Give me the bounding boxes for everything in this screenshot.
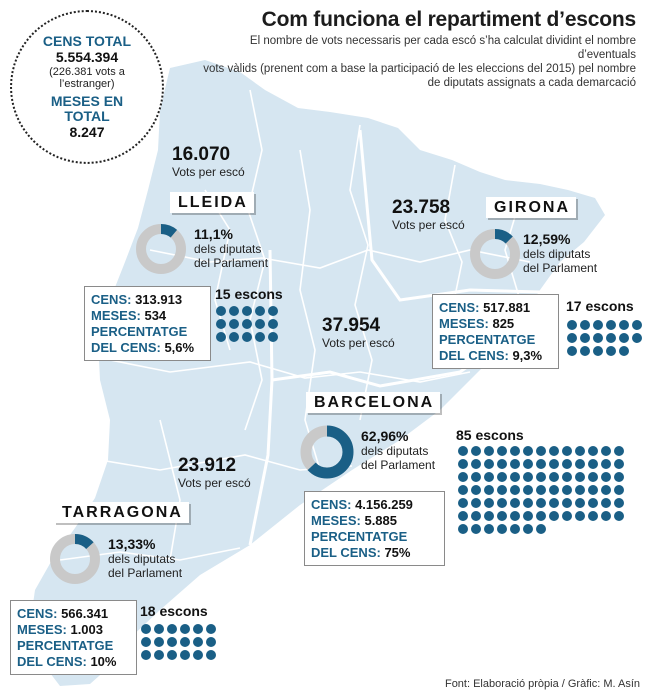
seat-dot xyxy=(268,306,278,316)
seat-dot xyxy=(471,446,481,456)
seat-dot xyxy=(523,511,533,521)
seat-dot xyxy=(206,637,216,647)
region-label-lleida: LLEIDA xyxy=(170,192,254,213)
seat-dot xyxy=(601,485,611,495)
seat-dot xyxy=(562,511,572,521)
totals-circle xyxy=(10,10,164,164)
votes-value: 23.758 xyxy=(392,197,451,218)
seat-dot xyxy=(484,498,494,508)
seat-dot xyxy=(536,485,546,495)
seat-dot xyxy=(180,650,190,660)
donut-barcelona xyxy=(298,423,356,481)
seat-dot xyxy=(216,332,226,342)
seat-dot xyxy=(632,333,642,343)
region-label-girona: GIRONA xyxy=(486,197,576,218)
seat-dot xyxy=(567,333,577,343)
seat-dot xyxy=(575,511,585,521)
seat-dot xyxy=(523,498,533,508)
seat-dot xyxy=(614,485,624,495)
seat-dot xyxy=(268,332,278,342)
seat-dot xyxy=(575,498,585,508)
share-label-1: dels diputats xyxy=(523,247,591,261)
cens-value: 517.881 xyxy=(483,300,531,315)
seat-dot xyxy=(601,511,611,521)
seat-dot xyxy=(497,498,507,508)
share-label-1: dels diputats xyxy=(194,242,262,256)
seat-dot xyxy=(206,650,216,660)
pct-cens-value: 10% xyxy=(90,654,117,669)
share-pct: 12,59% xyxy=(523,231,571,247)
meses-total-label: MESES EN TOTAL xyxy=(50,93,124,124)
seat-dot xyxy=(580,346,590,356)
tarragona-share xyxy=(108,536,182,580)
seat-dot xyxy=(614,498,624,508)
seat-dot xyxy=(601,446,611,456)
region-label-tarragona: TARRAGONA xyxy=(54,502,189,523)
seat-dot xyxy=(510,511,520,521)
subtitle-line: El nombre de vots necessaris per cada escó s’ha calculat dividint el nombre d’eventuals xyxy=(249,35,636,61)
meses-value: 825 xyxy=(492,316,515,331)
seat-dot xyxy=(632,320,642,330)
seat-dot xyxy=(562,459,572,469)
seat-dot xyxy=(242,319,252,329)
barcelona-votes xyxy=(178,456,251,490)
seat-dot xyxy=(141,637,151,647)
seat-dot xyxy=(601,498,611,508)
seat-dot xyxy=(606,346,616,356)
seat-dot xyxy=(193,624,203,634)
share-label-2: del Parlament xyxy=(194,256,269,270)
meses-key: MESES: xyxy=(91,308,141,323)
central-votes xyxy=(322,316,395,350)
seat-dot xyxy=(580,320,590,330)
votes-label: Vots per escó xyxy=(178,476,251,490)
subtitle xyxy=(190,34,636,90)
seat-dot xyxy=(510,498,520,508)
seat-dot xyxy=(580,333,590,343)
stats-box-girona xyxy=(432,294,559,369)
seat-dot xyxy=(458,472,468,482)
seat-dot xyxy=(619,320,629,330)
del-cens-key: DEL CENS: xyxy=(311,545,381,560)
seat-dot xyxy=(471,472,481,482)
meses-value: 1.003 xyxy=(70,622,104,637)
seat-dot xyxy=(484,524,494,534)
cens-key: CENS: xyxy=(311,497,352,512)
seat-dot xyxy=(471,524,481,534)
seat-dot xyxy=(458,524,468,534)
meses-key: MESES: xyxy=(17,622,67,637)
donut-rest xyxy=(141,229,181,269)
percentatge-key: PERCENTATGE xyxy=(17,638,114,653)
share-label-1: dels diputats xyxy=(108,552,176,566)
seat-dot xyxy=(588,459,598,469)
votes-label: Vots per escó xyxy=(322,336,395,350)
seat-dot xyxy=(255,319,265,329)
seat-dot xyxy=(216,319,226,329)
seat-dot xyxy=(484,485,494,495)
votes-value: 37.954 xyxy=(322,315,381,336)
seat-dot xyxy=(458,485,468,495)
seat-dot xyxy=(601,472,611,482)
seat-dot xyxy=(567,346,577,356)
meses-value: 5.885 xyxy=(364,513,398,528)
seat-dot xyxy=(593,346,603,356)
seat-dot xyxy=(484,511,494,521)
seat-dot xyxy=(484,459,494,469)
donut-girona xyxy=(468,227,522,281)
seat-dot xyxy=(229,319,239,329)
seat-dot xyxy=(549,498,559,508)
seat-dot xyxy=(471,459,481,469)
seat-dot xyxy=(193,637,203,647)
seat-dot xyxy=(154,624,164,634)
meses-key: MESES: xyxy=(311,513,361,528)
votes-label: Vots per escó xyxy=(392,218,465,232)
seats-label-barcelona: 85 escons xyxy=(456,427,524,443)
girona-votes xyxy=(392,198,465,232)
seat-dot xyxy=(141,624,151,634)
stats-box-tarragona xyxy=(10,600,137,675)
seat-dot xyxy=(167,650,177,660)
subtitle-line: vots vàlids (prenent com a base la participació de les eleccions del 2015) pel nombre xyxy=(203,63,636,75)
seat-dot xyxy=(497,446,507,456)
subtitle-line: de diputats assignats a cada demarcació xyxy=(427,77,636,89)
seat-dot xyxy=(167,637,177,647)
seat-dot xyxy=(242,306,252,316)
seat-dot xyxy=(180,637,190,647)
seat-dot xyxy=(523,485,533,495)
seat-dot xyxy=(562,498,572,508)
seat-dot xyxy=(523,446,533,456)
cens-key: CENS: xyxy=(17,606,58,621)
seat-dot xyxy=(575,485,585,495)
seat-dot xyxy=(593,333,603,343)
seat-dot xyxy=(575,459,585,469)
share-label-1: dels diputats xyxy=(361,444,429,458)
seat-dot xyxy=(523,524,533,534)
percentatge-key: PERCENTATGE xyxy=(439,332,536,347)
seat-dot xyxy=(588,446,598,456)
del-cens-key: DEL CENS: xyxy=(439,348,509,363)
cens-total-label: CENS TOTAL xyxy=(42,33,132,49)
seat-dot xyxy=(614,446,624,456)
seat-dot xyxy=(206,624,216,634)
seat-dot xyxy=(180,624,190,634)
seat-dot xyxy=(549,459,559,469)
donut-lleida xyxy=(134,222,188,276)
cens-total-value: 5.554.394 xyxy=(55,49,119,65)
page-title: Com funciona el repartiment d’escons xyxy=(261,8,636,31)
region-label-barcelona: BARCELONA xyxy=(306,392,440,413)
seat-dot xyxy=(497,472,507,482)
seat-dot xyxy=(484,446,494,456)
seat-dot xyxy=(536,472,546,482)
seat-dot xyxy=(510,485,520,495)
seat-dot xyxy=(216,306,226,316)
barcelona-share xyxy=(361,428,435,472)
seat-dot xyxy=(497,511,507,521)
seat-dot xyxy=(458,446,468,456)
seat-dot xyxy=(549,485,559,495)
meses-value: 534 xyxy=(144,308,167,323)
share-pct: 11,1% xyxy=(194,226,233,242)
seat-dot xyxy=(536,524,546,534)
seats-label-tarragona: 18 escons xyxy=(140,603,208,619)
abroad-votes: (226.381 vots a l’estranger) xyxy=(49,66,125,90)
seat-dot xyxy=(510,524,520,534)
stats-box-lleida xyxy=(84,286,211,361)
seat-dot xyxy=(549,446,559,456)
cens-value: 313.913 xyxy=(135,292,183,307)
seat-dot xyxy=(255,332,265,342)
seat-dot xyxy=(562,472,572,482)
share-pct: 13,33% xyxy=(108,536,156,552)
seat-dot xyxy=(458,498,468,508)
seat-dot xyxy=(606,320,616,330)
seat-dot xyxy=(471,485,481,495)
seat-dot xyxy=(471,511,481,521)
lleida-share xyxy=(194,226,268,270)
seat-dot xyxy=(588,485,598,495)
seats-label-girona: 17 escons xyxy=(566,298,634,314)
donut-tarragona xyxy=(48,532,102,586)
seat-dot xyxy=(588,498,598,508)
cens-value: 4.156.259 xyxy=(355,497,413,512)
seat-dot xyxy=(601,459,611,469)
share-label-2: del Parlament xyxy=(361,458,436,472)
del-cens-key: DEL CENS: xyxy=(91,340,161,355)
seat-dot xyxy=(154,637,164,647)
seat-dot xyxy=(510,472,520,482)
seat-dot xyxy=(606,333,616,343)
seat-dot xyxy=(575,472,585,482)
seat-dot xyxy=(588,472,598,482)
share-label-2: del Parlament xyxy=(108,566,183,580)
seat-dot xyxy=(141,650,151,660)
seat-dot xyxy=(614,511,624,521)
seat-dot xyxy=(484,472,494,482)
seat-dot xyxy=(614,459,624,469)
seat-dot xyxy=(167,624,177,634)
lleida-votes xyxy=(172,145,245,179)
seat-dot xyxy=(458,459,468,469)
pct-cens-value: 5,6% xyxy=(164,340,195,355)
meses-key: MESES: xyxy=(439,316,489,331)
seat-dot xyxy=(242,332,252,342)
seat-dot xyxy=(268,319,278,329)
seat-dot xyxy=(229,332,239,342)
seat-dot xyxy=(549,472,559,482)
cens-key: CENS: xyxy=(91,292,132,307)
seat-dot xyxy=(619,333,629,343)
seat-dot xyxy=(562,485,572,495)
seat-dot xyxy=(536,498,546,508)
seat-dot xyxy=(536,511,546,521)
del-cens-key: DEL CENS: xyxy=(17,654,87,669)
pct-cens-value: 75% xyxy=(384,545,411,560)
votes-value: 16.070 xyxy=(172,144,231,165)
cens-key: CENS: xyxy=(439,300,480,315)
cens-value: 566.341 xyxy=(61,606,109,621)
percentatge-key: PERCENTATGE xyxy=(311,529,408,544)
seat-dot xyxy=(536,446,546,456)
seat-dot xyxy=(523,459,533,469)
share-pct: 62,96% xyxy=(361,428,409,444)
seat-dot xyxy=(523,472,533,482)
seat-dot xyxy=(229,306,239,316)
seat-dot xyxy=(575,446,585,456)
share-label-2: del Parlament xyxy=(523,261,598,275)
seat-dot xyxy=(510,446,520,456)
seat-dot xyxy=(562,446,572,456)
source-credit: Font: Elaboració pròpia / Gràfic: M. Asín xyxy=(444,678,640,690)
seat-dot xyxy=(549,511,559,521)
seat-dot xyxy=(154,650,164,660)
seat-dot xyxy=(255,306,265,316)
seat-dot xyxy=(510,459,520,469)
seat-dot xyxy=(588,511,598,521)
seat-dot xyxy=(593,320,603,330)
pct-cens-value: 9,3% xyxy=(512,348,543,363)
meses-total-value: 8.247 xyxy=(69,124,105,140)
percentatge-key: PERCENTATGE xyxy=(91,324,188,339)
votes-value: 23.912 xyxy=(178,455,237,476)
seat-dot xyxy=(497,524,507,534)
girona-share xyxy=(523,231,597,275)
seat-dot xyxy=(614,472,624,482)
stats-box-barcelona xyxy=(304,491,445,566)
seat-dot xyxy=(497,485,507,495)
seat-dot xyxy=(193,650,203,660)
seat-dot xyxy=(497,459,507,469)
seat-dot xyxy=(458,511,468,521)
seats-label-lleida: 15 escons xyxy=(215,286,283,302)
seat-dot xyxy=(619,346,629,356)
seat-dot xyxy=(536,459,546,469)
votes-label: Vots per escó xyxy=(172,165,245,179)
seat-dot xyxy=(471,498,481,508)
seat-dot xyxy=(567,320,577,330)
